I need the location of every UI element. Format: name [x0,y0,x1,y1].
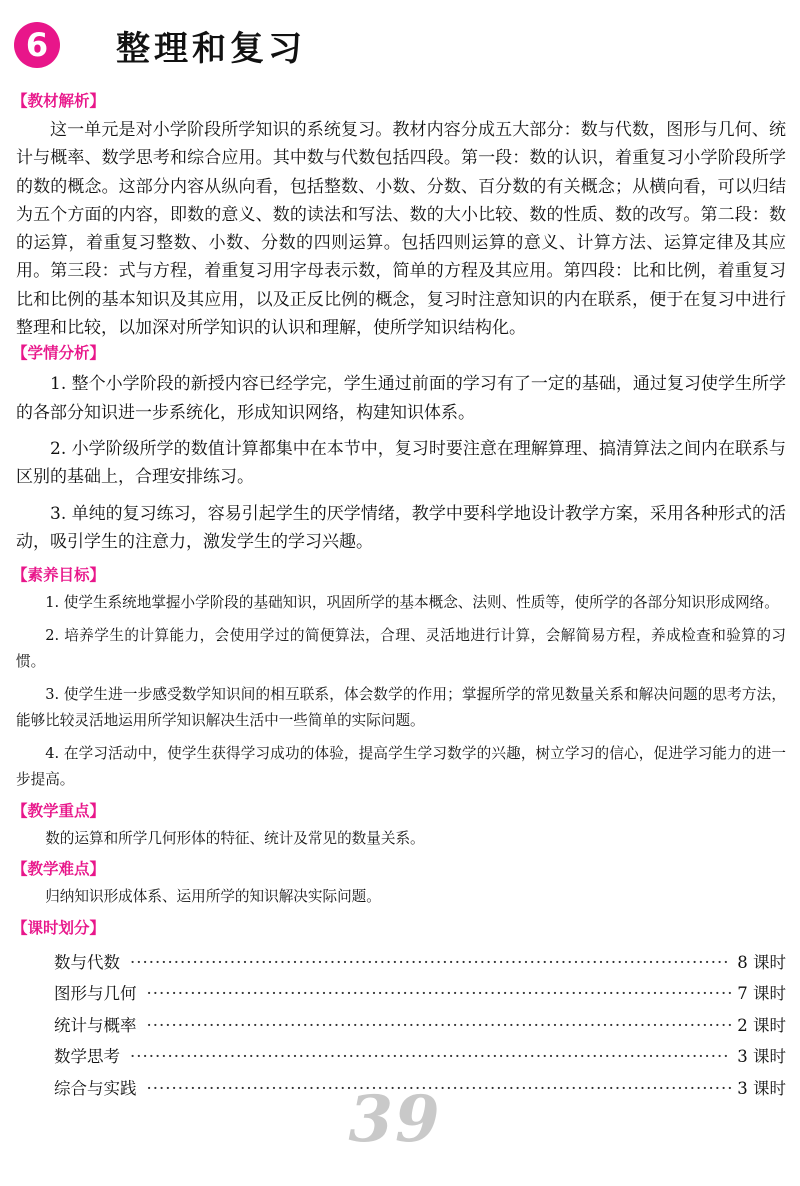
list-item [54,978,786,1010]
lesson-topic: 数学思考 [54,1047,120,1067]
chapter-title: 整理和复习 [116,28,306,69]
page-content [12,90,788,1104]
lesson-topic: 图形与几何 [54,984,137,1004]
section-heading-zhongdian: 【教学重点】 [12,801,106,820]
jiaocai-paragraph: 这一单元是对小学阶段所学知识的系统复习。教材内容分成五大部分：数与代数，图形与几何、统计与概率、数学思考和综合应用。其中数与代数包括四段。第一段：数的认识，着重复习小学阶段所学的数的概念。这部分内容从纵向看，包括整数、小数、分数、百分数的有关概念；从横向看，可以归结为五个方面的内容，即数的意义、数的读法和写法、数的大小比较、数的性质、数的改写。第二段：数的运算，着重复习整数、小数、分数的四则运算。包括四则运算的意义、计算方法、运算定律及其应用。第三段：式与方程，着重复习用字母表示数，简单的方程及其应用。第四段：比和比例，着重复习比和比例的基本知识及其应用，以及正反比例的概念，复习时注意知识的内在联系，便于在复习中进行整理和比较，以加深对所学知识的认识和理解，使所学知识结构化。 [16,120,786,339]
list-item [54,947,786,979]
lesson-topic: 数与代数 [54,952,120,972]
section-heading-xueqing: 【学情分析】 [12,344,106,363]
xueqing-item-3: 3. 单纯的复习练习，容易引起学生的厌学情绪，教学中要科学地设计教学方案，采用各种形式的活动，吸引学生的注意力，激发学生的学习兴趣。 [16,503,786,552]
lesson-count: 3 课时 [737,1078,786,1098]
dot-leader [147,1010,732,1042]
suyang-item-2: 2. 培养学生的计算能力，会使用学过的简便算法，合理、灵活地进行计算，会解简易方程，养成检查和验算的习惯。 [16,626,786,671]
zhongdian-text: 数的运算和所学几何形体的特征、统计及常见的数量关系。 [45,829,425,847]
xueqing-item-1: 1. 整个小学阶段的新授内容已经学完，学生通过前面的学习有了一定的基础，通过复习使学生所学的各部分知识进一步系统化，形成知识网络，构建知识体系。 [16,374,786,423]
xueqing-item-2: 2. 小学阶级所学的数值计算都集中在本节中，复习时要注意在理解算理、搞清算法之间内在联系与区别的基础上，合理安排练习。 [16,438,786,488]
lesson-allocation-list [12,947,788,1105]
lesson-count: 7 课时 [737,984,786,1004]
section-heading-keshi: 【课时划分】 [12,918,106,937]
suyang-item-4: 4. 在学习活动中，使学生获得学习成功的体验，提高学生学习数学的兴趣，树立学习的信心，促进学习能力的进一步提高。 [16,744,786,789]
chapter-number-badge: 6 [14,22,60,68]
chapter-header [14,20,306,70]
list-item [54,1041,786,1073]
section-heading-suyang: 【素养目标】 [12,566,106,585]
lesson-count: 8 课时 [737,952,786,972]
nandian-text: 归纳知识形成体系、运用所学的知识解决实际问题。 [45,888,381,906]
suyang-item-1: 1. 使学生系统地掌握小学阶段的基础知识，巩固所学的基本概念、法则、性质等，使所学的各部分知识形成网络。 [45,594,779,612]
dot-leader [130,947,731,979]
list-item [54,1010,786,1042]
section-heading-jiaocai: 【教材解析】 [12,92,106,110]
page-number: 39 [348,1082,442,1157]
lesson-count: 3 课时 [737,1047,786,1067]
suyang-item-3: 3. 使学生进一步感受数学知识间的相互联系，体会数学的作用；掌握所学的常见数量关系和解决问题的思考方法，能够比较灵活地运用所学知识解决生活中一些简单的实际问题。 [16,685,786,730]
dot-leader [147,978,732,1010]
dot-leader [130,1041,731,1073]
lesson-topic: 综合与实践 [54,1078,137,1098]
lesson-topic: 统计与概率 [54,1015,137,1035]
section-heading-nandian: 【教学难点】 [12,860,106,879]
lesson-count: 2 课时 [737,1015,786,1035]
